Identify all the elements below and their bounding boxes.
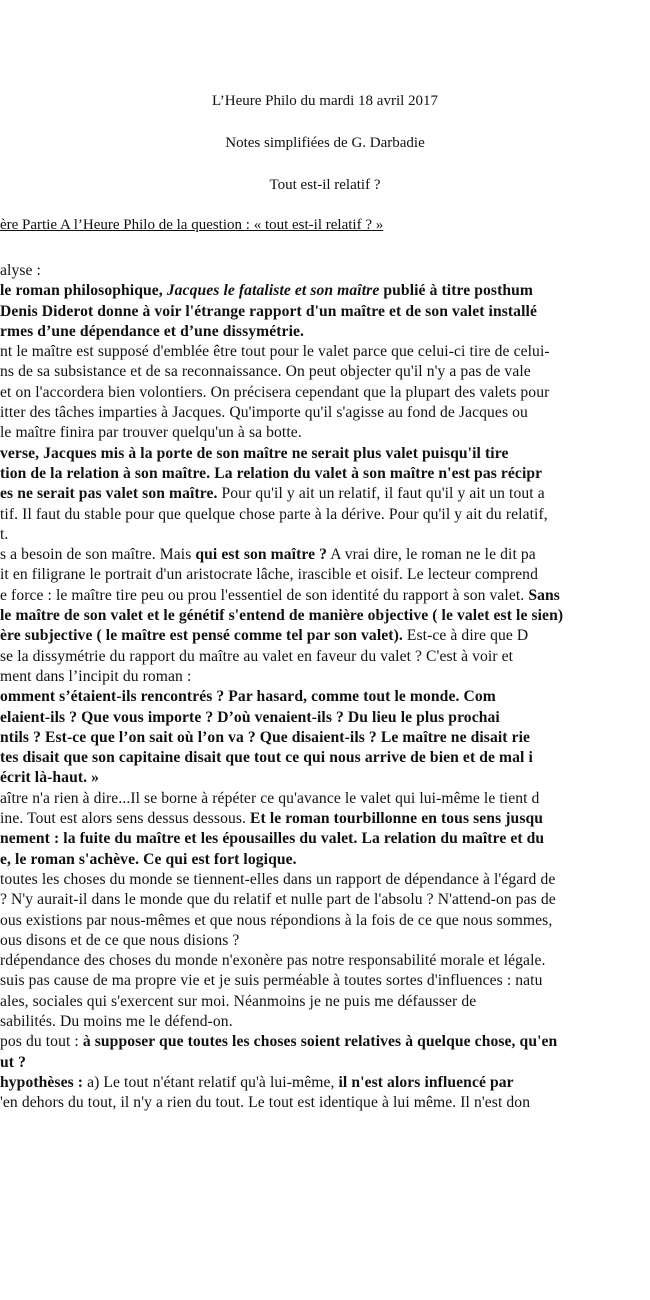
text-run: ntils ? Est-ce que l’on sait où l’on va ? Que disaient-ils ? Le maître ne disait rie: [0, 728, 531, 746]
text-line: [0, 464, 650, 484]
text-run: ? N'y aurait-il dans le monde que du relatif et nulle part de l'absolu ? N'attend-on pas de: [0, 891, 556, 909]
text-line: [0, 667, 650, 687]
text-run: le roman philosophique,: [0, 282, 167, 300]
text-run: à supposer que toutes les choses soient relatives à quelque chose, qu'en: [82, 1033, 558, 1051]
text-run: Est-ce à dire que D: [402, 627, 529, 645]
text-run: ous disons et de ce que nous disions ?: [0, 931, 240, 949]
text-line: [0, 789, 650, 809]
text-run: alyse :: [0, 262, 41, 279]
text-run: nement : la fuite du maître et les épousailles du valet. La relation du maître et du: [0, 830, 545, 848]
text-line: [0, 911, 650, 931]
text-run: qui est son maître ?: [195, 546, 328, 564]
text-line: [0, 1093, 650, 1113]
text-line: [0, 687, 650, 707]
text-run: ales, sociales qui s'exercent sur moi. Néanmoins je ne puis me défausser de: [0, 992, 477, 1010]
text-line: [0, 565, 650, 585]
text-run: suis pas cause de ma propre vie et je suis perméable à toutes sortes d'influences : natu: [0, 972, 543, 990]
text-line: [0, 484, 650, 504]
text-line: [0, 1053, 650, 1073]
text-line: [0, 281, 650, 301]
text-line: [0, 362, 650, 382]
text-run: ment dans l’incipit du roman :: [0, 667, 192, 685]
text-run: tion de la relation à son maître. La relation du valet à son maître n'est pas récipr: [0, 464, 543, 482]
text-line: [0, 302, 650, 322]
text-line: [0, 829, 650, 849]
text-line: [0, 586, 650, 606]
text-run: elaient-ils ? Que vous importe ? D’où venaient-ils ? Du lieu le plus prochai: [0, 708, 500, 726]
text-line: [0, 545, 650, 565]
text-line: [0, 728, 650, 748]
text-run: ous existions par nous-mêmes et que nous répondions à la fois de ce que nous sommes,: [0, 911, 553, 929]
text-run: le maître de son valet et le génétif s'entend de manière objective ( le valet est le sien): [0, 607, 564, 625]
text-run: écrit là-haut. »: [0, 769, 100, 787]
text-run: verse, Jacques mis à la porte de son maître ne serait plus valet puisqu'il tire: [0, 444, 509, 462]
text-line: [0, 342, 650, 362]
part-title: ère Partie A l’Heure Philo de la question : « tout est-il relatif ? »: [0, 217, 384, 233]
text-run: e force : le maître tire peu ou prou l'essentiel de son identité du rapport à son valet.: [0, 586, 529, 604]
text-run: ut ?: [0, 1053, 26, 1071]
text-run: omment s’étaient-ils rencontrés ? Par hasard, comme tout le monde. Com: [0, 688, 496, 706]
text-line: [0, 890, 650, 910]
text-run: se la dissymétrie du rapport du maître au valet en faveur du valet ? C'est à voir et: [0, 647, 514, 665]
text-line: [0, 525, 650, 545]
text-run: it en filigrane le portrait d'un aristocrate lâche, irascible et oisif. Le lecteur comprend: [0, 566, 538, 584]
text-line: [0, 444, 650, 464]
text-line: [0, 383, 650, 403]
text-line: [0, 261, 650, 281]
text-run: itter des tâches imparties à Jacques. Qu'importe qu'il s'agisse au fond de Jacques ou: [0, 404, 528, 422]
text-line: [0, 951, 650, 971]
header-author: Notes simplifiées de G. Darbadie: [225, 135, 425, 151]
text-run: toutes les choses du monde se tiennent-elles dans un rapport de dépendance à l'égard de: [0, 870, 556, 888]
text-line: [0, 1032, 650, 1052]
text-line: [0, 971, 650, 991]
text-line: [0, 748, 650, 768]
text-line: [0, 850, 650, 870]
text-run: nt le maître est supposé d'emblée être tout pour le valet parce que celui-ci tire de celui-: [0, 343, 550, 361]
text-run: Jacques le fataliste et son maître: [166, 282, 380, 300]
text-run: ns de sa subsistance et de sa reconnaissance. On peut objecter qu'il n'y a pas de vale: [0, 363, 531, 381]
text-line: [0, 505, 650, 525]
text-line: [0, 809, 650, 829]
text-line: [0, 768, 650, 788]
text-run: Et le roman tourbillonne en tous sens jusqu: [250, 810, 544, 828]
text-line: [0, 708, 650, 728]
text-run: s a besoin de son maître. Mais: [0, 546, 196, 564]
text-line: [0, 931, 650, 951]
text-line: [0, 647, 650, 667]
text-line: [0, 1073, 650, 1093]
text-run: e, le roman s'achève. Ce qui est fort logique.: [0, 850, 297, 868]
text-run: il n'est alors influencé par: [338, 1073, 514, 1091]
text-run: et on l'accordera bien volontiers. On précisera cependant que la plupart des valets pour: [0, 383, 550, 401]
text-run: rmes d’une dépendance et d’une dissymétrie.: [0, 322, 305, 340]
text-run: ère subjective ( le maître est pensé comme tel par son valet).: [0, 627, 403, 645]
text-run: publié à titre posthum: [379, 282, 534, 300]
header-title: Tout est-il relatif ?: [269, 177, 381, 193]
text-line: [0, 423, 650, 443]
text-run: Denis Diderot donne à voir l'étrange rapport d'un maître et de son valet installé: [0, 302, 537, 320]
text-line: [0, 403, 650, 423]
text-line: [0, 1012, 650, 1032]
text-run: tif. Il faut du stable pour que quelque chose parte à la dérive. Pour qu'il y ait du relatif,: [0, 505, 548, 523]
text-run: t.: [0, 525, 9, 543]
text-run: le maître finira par trouver quelqu'un à sa botte.: [0, 424, 302, 442]
text-run: pos du tout :: [0, 1033, 83, 1051]
text-run: A vrai dire, le roman ne le dit pa: [327, 546, 536, 564]
text-run: rdépendance des choses du monde n'exonère pas notre responsabilité morale et légale.: [0, 952, 546, 970]
text-run: Sans: [528, 586, 560, 604]
text-line: [0, 626, 650, 646]
document-body: [0, 261, 650, 1113]
text-run: 'en dehors du tout, il n'y a rien du tout. Le tout est identique à lui même. Il n'est don: [0, 1094, 531, 1112]
text-run: Pour qu'il y ait un relatif, il faut qu'il y ait un tout a: [221, 485, 545, 503]
text-run: tes disait que son capitaine disait que tout ce qui nous arrive de bien et de mal i: [0, 749, 533, 767]
text-line: [0, 322, 650, 342]
text-line: [0, 606, 650, 626]
header-date: L’Heure Philo du mardi 18 avril 2017: [211, 93, 439, 109]
text-run: a) Le tout n'étant relatif qu'à lui-même,: [83, 1073, 339, 1091]
text-run: hypothèses :: [0, 1073, 84, 1091]
text-run: es ne serait pas valet son maître.: [0, 485, 222, 503]
text-run: sabilités. Du moins me le défend-on.: [0, 1012, 233, 1030]
text-run: ine. Tout est alors sens dessus dessous.: [0, 810, 251, 828]
text-line: [0, 870, 650, 890]
text-run: aître n'a rien à dire...Il se borne à répéter ce qu'avance le valet qui lui-même le tient d: [0, 789, 540, 807]
text-line: [0, 992, 650, 1012]
